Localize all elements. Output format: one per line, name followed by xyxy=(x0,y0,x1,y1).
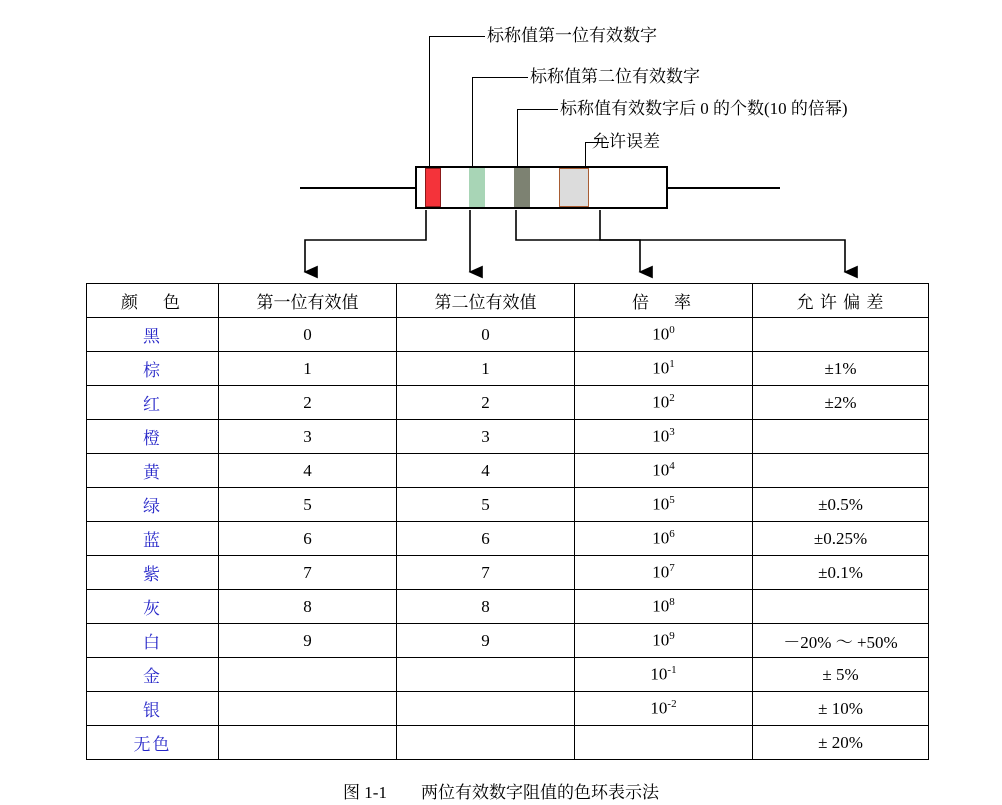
multiplier-base: 10 xyxy=(652,528,670,548)
multiplier-exponent: 8 xyxy=(669,596,675,609)
cell-color-name: 绿 xyxy=(87,488,219,522)
band-2-green xyxy=(469,168,485,207)
cell-first-digit: 9 xyxy=(219,624,397,658)
header-tolerance: 允 许 偏 差 xyxy=(753,284,929,318)
multiplier-base: 10 xyxy=(650,698,668,718)
cell-tolerance: ±0.25% xyxy=(753,522,929,556)
table-row xyxy=(87,386,929,420)
cell-first-digit: 0 xyxy=(219,318,397,352)
callout-label-first-digit: 标称值第一位有效数字 xyxy=(487,26,657,45)
cell-second-digit: 4 xyxy=(397,454,575,488)
cell-color-name: 黄 xyxy=(87,454,219,488)
resistor-lead-left xyxy=(300,187,418,189)
leader-line-1-vertical xyxy=(429,36,430,166)
cell-second-digit: 7 xyxy=(397,556,575,590)
cell-tolerance: －20% ～ +50% xyxy=(753,624,929,658)
table-row xyxy=(87,352,929,386)
cell-multiplier xyxy=(575,726,753,760)
cell-second-digit: 6 xyxy=(397,522,575,556)
cell-first-digit: 4 xyxy=(219,454,397,488)
cell-first-digit xyxy=(219,692,397,726)
table-row xyxy=(87,420,929,454)
cell-tolerance: ± 5% xyxy=(753,658,929,692)
resistor-color-code-table xyxy=(86,283,929,760)
leader-line-2-vertical xyxy=(472,77,473,166)
header-multiplier: 倍 率 xyxy=(575,284,753,318)
cell-first-digit: 1 xyxy=(219,352,397,386)
header-color: 颜 色 xyxy=(87,284,219,318)
cell-second-digit: 3 xyxy=(397,420,575,454)
cell-tolerance xyxy=(753,420,929,454)
cell-tolerance: ±0.5% xyxy=(753,488,929,522)
cell-tolerance xyxy=(753,318,929,352)
callout-label-second-digit: 标称值第二位有效数字 xyxy=(530,67,700,86)
cell-first-digit: 3 xyxy=(219,420,397,454)
multiplier-base: 10 xyxy=(652,392,670,412)
table-row xyxy=(87,556,929,590)
resistor-diagram xyxy=(300,165,780,225)
multiplier-exponent: 1 xyxy=(669,358,675,371)
cell-color-name: 灰 xyxy=(87,590,219,624)
cell-first-digit xyxy=(219,726,397,760)
table-row xyxy=(87,318,929,352)
cell-tolerance xyxy=(753,454,929,488)
leader-line-3-horizontal xyxy=(517,109,558,110)
table-row xyxy=(87,454,929,488)
cell-multiplier xyxy=(575,522,753,556)
leader-line-2-horizontal xyxy=(472,77,528,78)
cell-multiplier xyxy=(575,488,753,522)
cell-first-digit: 5 xyxy=(219,488,397,522)
cell-multiplier xyxy=(575,590,753,624)
multiplier-exponent: 4 xyxy=(669,460,675,473)
cell-multiplier xyxy=(575,386,753,420)
cell-color-name: 无色 xyxy=(87,726,219,760)
header-second-digit: 第二位有效值 xyxy=(397,284,575,318)
table-row xyxy=(87,488,929,522)
header-first-digit: 第一位有效值 xyxy=(219,284,397,318)
cell-color-name: 橙 xyxy=(87,420,219,454)
resistor-body xyxy=(415,166,668,209)
table-header-row xyxy=(87,284,929,318)
band-3-gray xyxy=(514,168,530,207)
leader-line-1-horizontal xyxy=(429,36,485,37)
cell-color-name: 蓝 xyxy=(87,522,219,556)
multiplier-exponent: 0 xyxy=(669,324,675,337)
cell-first-digit: 8 xyxy=(219,590,397,624)
cell-color-name: 紫 xyxy=(87,556,219,590)
cell-multiplier xyxy=(575,454,753,488)
cell-tolerance: ±0.1% xyxy=(753,556,929,590)
multiplier-base: 10 xyxy=(652,460,670,480)
cell-first-digit: 7 xyxy=(219,556,397,590)
table-row xyxy=(87,624,929,658)
cell-multiplier xyxy=(575,658,753,692)
cell-multiplier xyxy=(575,352,753,386)
multiplier-base: 10 xyxy=(652,630,670,650)
multiplier-exponent: -1 xyxy=(667,664,677,677)
multiplier-base: 10 xyxy=(650,664,668,684)
band-1-red xyxy=(425,168,441,207)
cell-first-digit: 6 xyxy=(219,522,397,556)
multiplier-exponent: 3 xyxy=(669,426,675,439)
cell-tolerance: ± 10% xyxy=(753,692,929,726)
cell-second-digit: 2 xyxy=(397,386,575,420)
multiplier-exponent: 5 xyxy=(669,494,675,507)
multiplier-exponent: 9 xyxy=(669,630,675,643)
cell-multiplier xyxy=(575,624,753,658)
multiplier-exponent: -2 xyxy=(667,698,677,711)
multiplier-exponent: 2 xyxy=(669,392,675,405)
cell-color-name: 银 xyxy=(87,692,219,726)
table-row xyxy=(87,658,929,692)
cell-second-digit: 9 xyxy=(397,624,575,658)
multiplier-base: 10 xyxy=(652,494,670,514)
resistor-lead-right xyxy=(667,187,780,189)
cell-second-digit xyxy=(397,726,575,760)
figure-caption: 图 1-1 两位有效数字阻值的色环表示法 xyxy=(343,783,659,802)
cell-first-digit: 2 xyxy=(219,386,397,420)
cell-second-digit: 5 xyxy=(397,488,575,522)
table-row xyxy=(87,522,929,556)
cell-second-digit xyxy=(397,658,575,692)
multiplier-base: 10 xyxy=(652,426,670,446)
cell-second-digit: 8 xyxy=(397,590,575,624)
callout-label-multiplier: 标称值有效数字后 0 的个数(10 的倍幂) xyxy=(560,99,848,118)
cell-multiplier xyxy=(575,556,753,590)
cell-multiplier xyxy=(575,318,753,352)
cell-second-digit: 1 xyxy=(397,352,575,386)
cell-first-digit xyxy=(219,658,397,692)
multiplier-base: 10 xyxy=(652,324,670,344)
table-row xyxy=(87,692,929,726)
cell-color-name: 红 xyxy=(87,386,219,420)
cell-tolerance xyxy=(753,590,929,624)
table-row xyxy=(87,726,929,760)
cell-multiplier xyxy=(575,692,753,726)
cell-tolerance: ± 20% xyxy=(753,726,929,760)
multiplier-base: 10 xyxy=(652,358,670,378)
cell-tolerance: ±2% xyxy=(753,386,929,420)
cell-second-digit xyxy=(397,692,575,726)
callout-label-tolerance: 允许误差 xyxy=(592,132,660,151)
cell-color-name: 棕 xyxy=(87,352,219,386)
table-row xyxy=(87,590,929,624)
multiplier-base: 10 xyxy=(652,562,670,582)
cell-color-name: 黑 xyxy=(87,318,219,352)
band-4-silver xyxy=(559,168,589,207)
leader-line-4-vertical xyxy=(585,142,586,166)
multiplier-base: 10 xyxy=(652,596,670,616)
cell-tolerance: ±1% xyxy=(753,352,929,386)
cell-color-name: 金 xyxy=(87,658,219,692)
leader-line-3-vertical xyxy=(517,109,518,166)
multiplier-exponent: 7 xyxy=(669,562,675,575)
cell-second-digit: 0 xyxy=(397,318,575,352)
cell-color-name: 白 xyxy=(87,624,219,658)
multiplier-exponent: 6 xyxy=(669,528,675,541)
cell-multiplier xyxy=(575,420,753,454)
